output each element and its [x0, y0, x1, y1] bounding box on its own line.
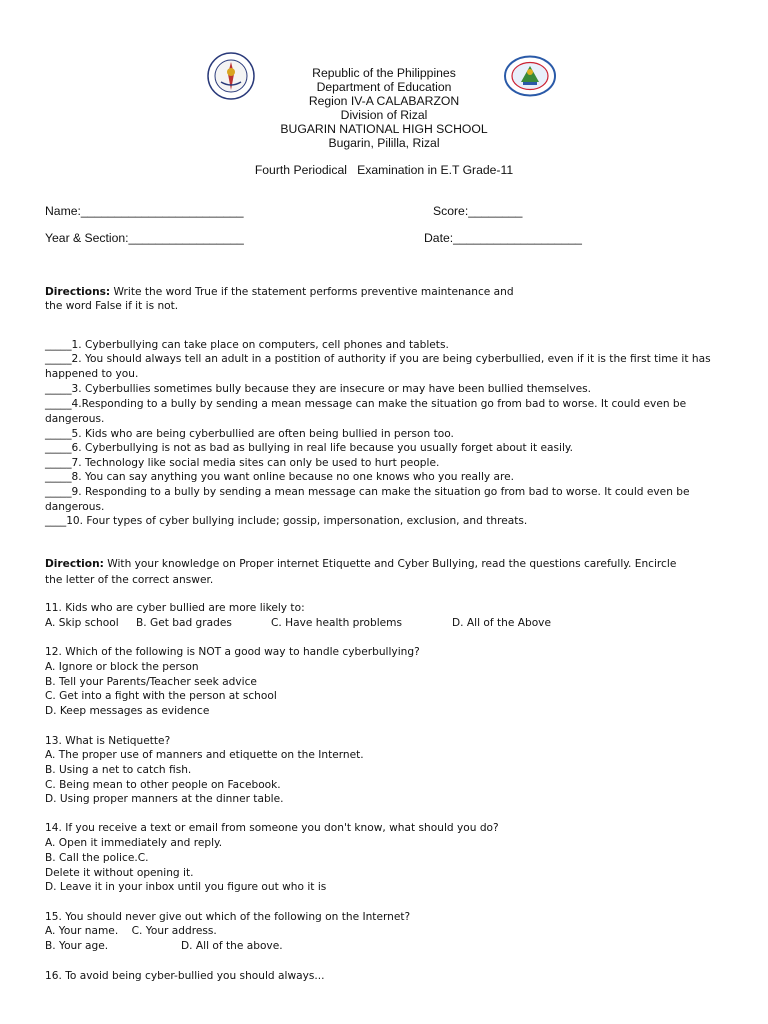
q12-option-d: D. Keep messages as evidence [45, 705, 210, 717]
true-false-item-8: _____8. You can say anything you want online because no one knows who you really are. [45, 471, 515, 483]
q15-option-d: D. All of the above. [181, 940, 283, 952]
q11-option-a: A. Skip school [45, 617, 119, 629]
q15-options-line1: A. Your name. C. Your address. [45, 925, 217, 937]
name-field[interactable]: Name:________________________ [45, 204, 244, 218]
header-line-address: Bugarin, Pililla, Rizal [328, 136, 440, 150]
part1-directions [45, 285, 514, 300]
q13-option-a: A. The proper use of manners and etiquette on the Internet. [45, 749, 364, 761]
q11-option-c: C. Have health problems [271, 617, 402, 629]
q11-option-b: B. Get bad grades [136, 617, 232, 629]
school-header [180, 66, 588, 150]
direction-text: With your knowledge on Proper internet Etiquette and Cyber Bullying, read the questions carefully. Encircle [103, 558, 677, 570]
q13-option-b: B. Using a net to catch fish. [45, 764, 192, 776]
q14-option-c: Delete it without opening it. [45, 867, 194, 879]
directions-text: Write the word True if the statement performs preventive maintenance and [110, 286, 514, 298]
q13-option-d: D. Using proper manners at the dinner table. [45, 793, 284, 805]
header-line-school-name: BUGARIN NATIONAL HIGH SCHOOL [280, 122, 488, 136]
q11-option-d: D. All of the Above [452, 617, 551, 629]
question-14: 14. If you receive a text or email from someone you don't know, what should you do? [45, 822, 499, 834]
q12-option-b: B. Tell your Parents/Teacher seek advice [45, 676, 257, 688]
date-field[interactable]: Date:___________________ [424, 231, 582, 245]
question-12: 12. Which of the following is NOT a good way to handle cyberbullying? [45, 646, 420, 658]
q15-option-b: B. Your age. [45, 940, 109, 952]
q13-option-c: C. Being mean to other people on Facebook. [45, 779, 281, 791]
true-false-item-4: _____4.Responding to a bully by sending a mean message can make the situation go from bad to worse. It could even be dangerous. [45, 398, 687, 425]
q12-option-a: A. Ignore or block the person [45, 661, 199, 673]
true-false-item-3: _____3. Cyberbullies sometimes bully because they are insecure or may have been bullied themselves. [45, 383, 592, 395]
score-field[interactable]: Score:________ [433, 204, 523, 218]
part2-direction [45, 557, 676, 572]
true-false-item-10: ____10. Four types of cyber bullying include; gossip, impersonation, exclusion, and threats. [45, 515, 528, 527]
true-false-item-1: _____1. Cyberbullying can take place on computers, cell phones and tablets. [45, 339, 449, 351]
directions-label: Directions: [45, 286, 111, 298]
header-line-republic: Republic of the Philippines [312, 66, 456, 80]
part2-direction-line2: the letter of the correct answer. [45, 574, 214, 586]
q12-option-c: C. Get into a fight with the person at school [45, 690, 277, 702]
true-false-item-5: _____5. Kids who are being cyberbullied are often being bullied in person too. [45, 428, 454, 440]
q14-option-a: A. Open it immediately and reply. [45, 837, 223, 849]
q14-option-d: D. Leave it in your inbox until you figure out who it is [45, 881, 327, 893]
direction-label: Direction: [45, 558, 104, 570]
part1-directions-line2: the word False if it is not. [45, 300, 179, 312]
true-false-item-2: _____2. You should always tell an adult in a postition of authority if you are being cyberbullied, even if it is the first time it has happened to you. [45, 353, 711, 380]
exam-title: Fourth Periodical Examination in E.T Grade-11 [254, 163, 514, 177]
header-line-department: Department of Education [316, 80, 452, 94]
true-false-item-9: _____9. Responding to a bully by sending a mean message can make the situation go from bad to worse. It could even be dangerous. [45, 486, 690, 513]
question-11: 11. Kids who are cyber bullied are more likely to: [45, 602, 305, 614]
question-15: 15. You should never give out which of the following on the Internet? [45, 911, 411, 923]
true-false-item-6: _____6. Cyberbullying is not as bad as bullying in real life because you usually forget about it easily. [45, 442, 574, 454]
true-false-item-7: _____7. Technology like social media sites can only be used to hurt people. [45, 457, 440, 469]
question-13: 13. What is Netiquette? [45, 735, 171, 747]
question-16: 16. To avoid being cyber-bullied you should always... [45, 970, 325, 982]
year-section-field[interactable]: Year & Section:_________________ [45, 231, 244, 245]
q14-option-b: B. Call the police.C. [45, 852, 149, 864]
header-line-division: Division of Rizal [340, 108, 428, 122]
header-line-region: Region IV-A CALABARZON [308, 94, 460, 108]
